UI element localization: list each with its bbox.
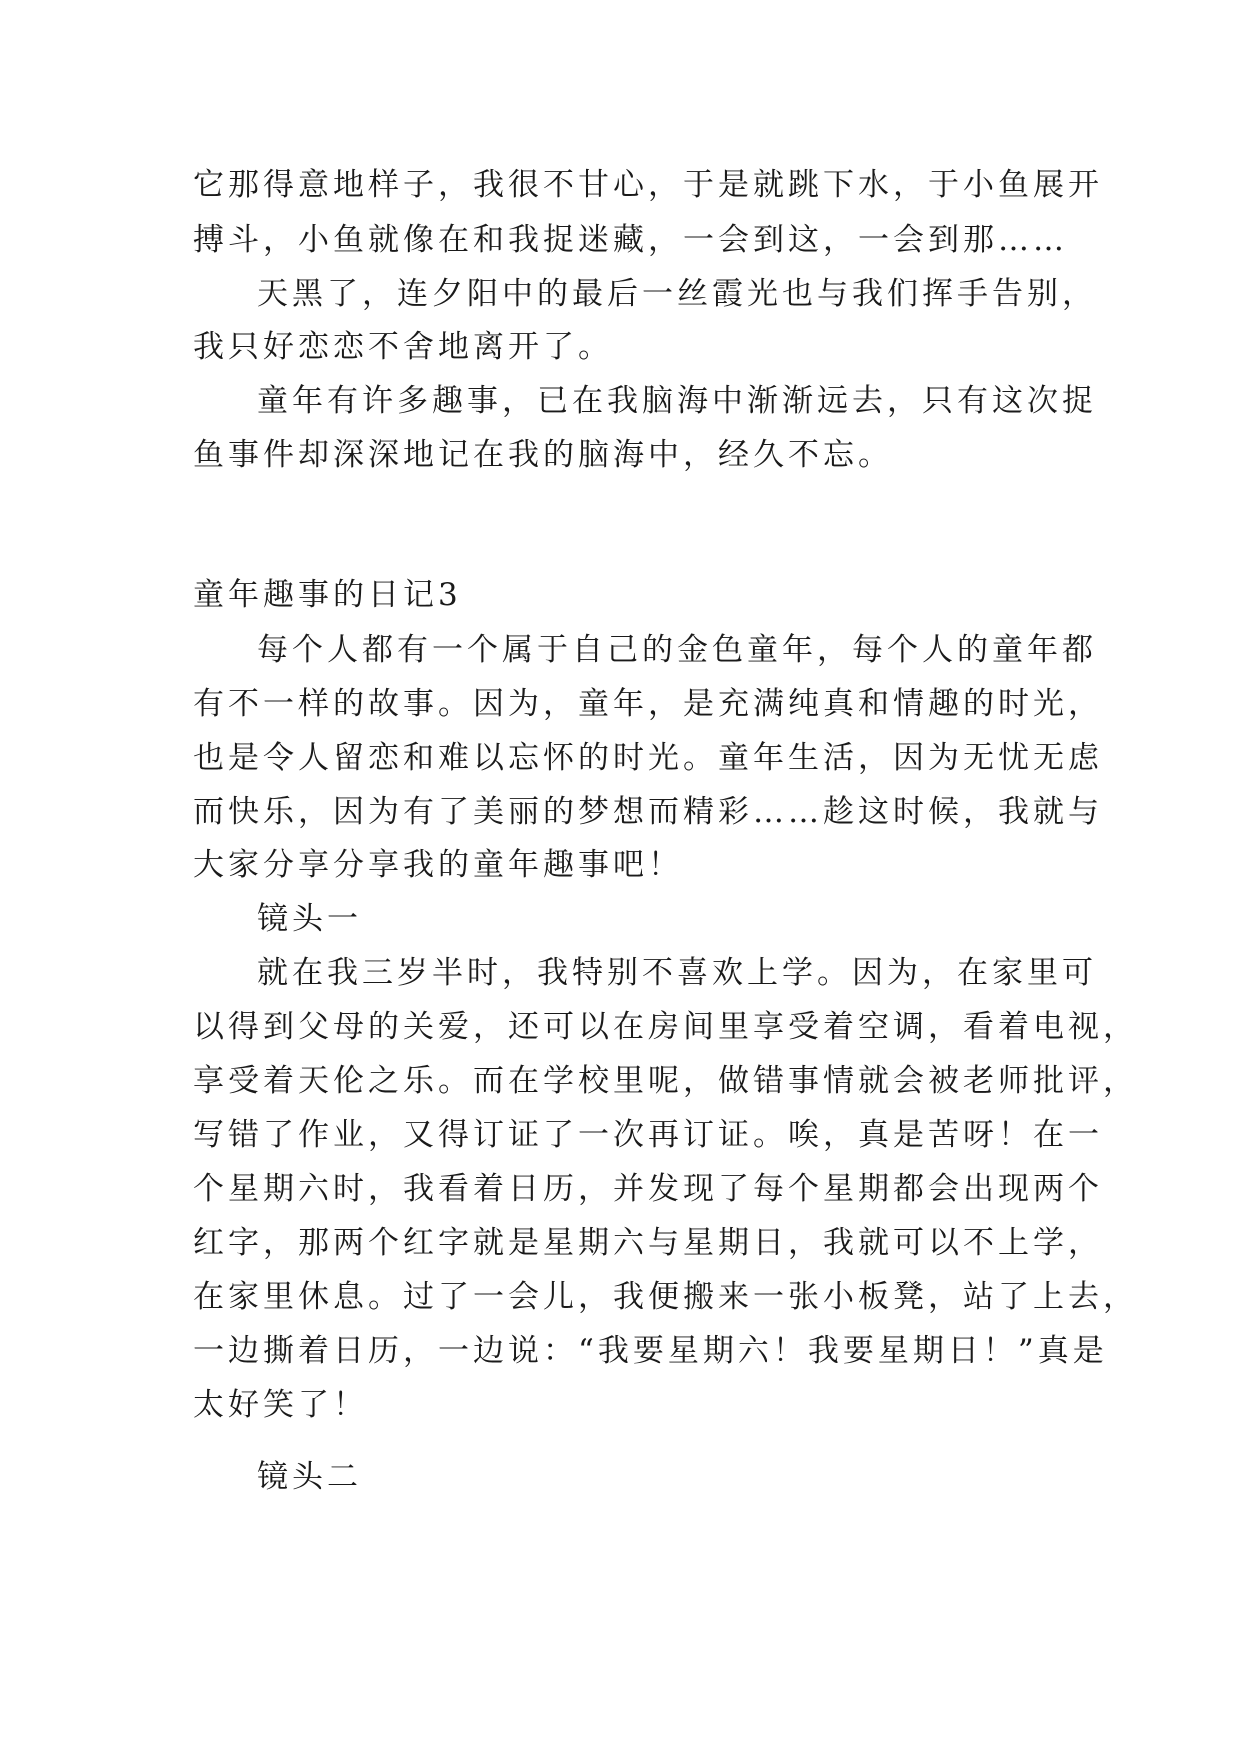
body-line: 红字，那两个红字就是星期六与星期日，我就可以不上学， <box>193 1225 1103 1261</box>
body-line: 享受着天伦之乐。而在学校里呢，做错事情就会被老师批评， <box>193 1063 1138 1099</box>
body-line: 它那得意地样子，我很不甘心，于是就跳下水，于小鱼展开 <box>193 167 1103 203</box>
body-line: 以得到父母的关爱，还可以在房间里享受着空调，看着电视， <box>193 1009 1138 1045</box>
body-line: 在家里休息。过了一会儿，我便搬来一张小板凳，站了上去， <box>193 1279 1138 1315</box>
body-line: 我只好恋恋不舍地离开了。 <box>193 329 613 365</box>
subheading-shot-two: 镜头二 <box>257 1459 362 1495</box>
body-line: 写错了作业，又得订证了一次再订证。唉，真是苦呀！在一 <box>193 1117 1103 1153</box>
body-line: 太好笑了！ <box>193 1387 368 1423</box>
paragraph-start-line: 童年有许多趣事，已在我脑海中渐渐远去，只有这次捉 <box>257 383 1097 419</box>
body-line: 搏斗，小鱼就像在和我捉迷藏，一会到这，一会到那…… <box>193 222 1068 258</box>
subheading-shot-one: 镜头一 <box>257 901 362 937</box>
body-line: 个星期六时，我看着日历，并发现了每个星期都会出现两个 <box>193 1171 1103 1207</box>
body-line: 也是令人留恋和难以忘怀的时光。童年生活，因为无忧无虑 <box>193 740 1103 776</box>
paragraph-start-line: 就在我三岁半时，我特别不喜欢上学。因为，在家里可 <box>257 955 1097 991</box>
section-heading: 童年趣事的日记3 <box>193 577 462 613</box>
paragraph-start-line: 每个人都有一个属于自己的金色童年，每个人的童年都 <box>257 632 1097 668</box>
paragraph-start-line: 天黑了，连夕阳中的最后一丝霞光也与我们挥手告别， <box>257 276 1097 312</box>
body-line: 有不一样的故事。因为，童年，是充满纯真和情趣的时光， <box>193 686 1103 722</box>
body-line: 而快乐，因为有了美丽的梦想而精彩……趁这时候，我就与 <box>193 794 1103 830</box>
body-line: 鱼事件却深深地记在我的脑海中，经久不忘。 <box>193 437 893 473</box>
body-line: 大家分享分享我的童年趣事吧！ <box>193 847 683 883</box>
body-line: 一边撕着日历，一边说：“我要星期六！我要星期日！”真是 <box>193 1333 1108 1369</box>
